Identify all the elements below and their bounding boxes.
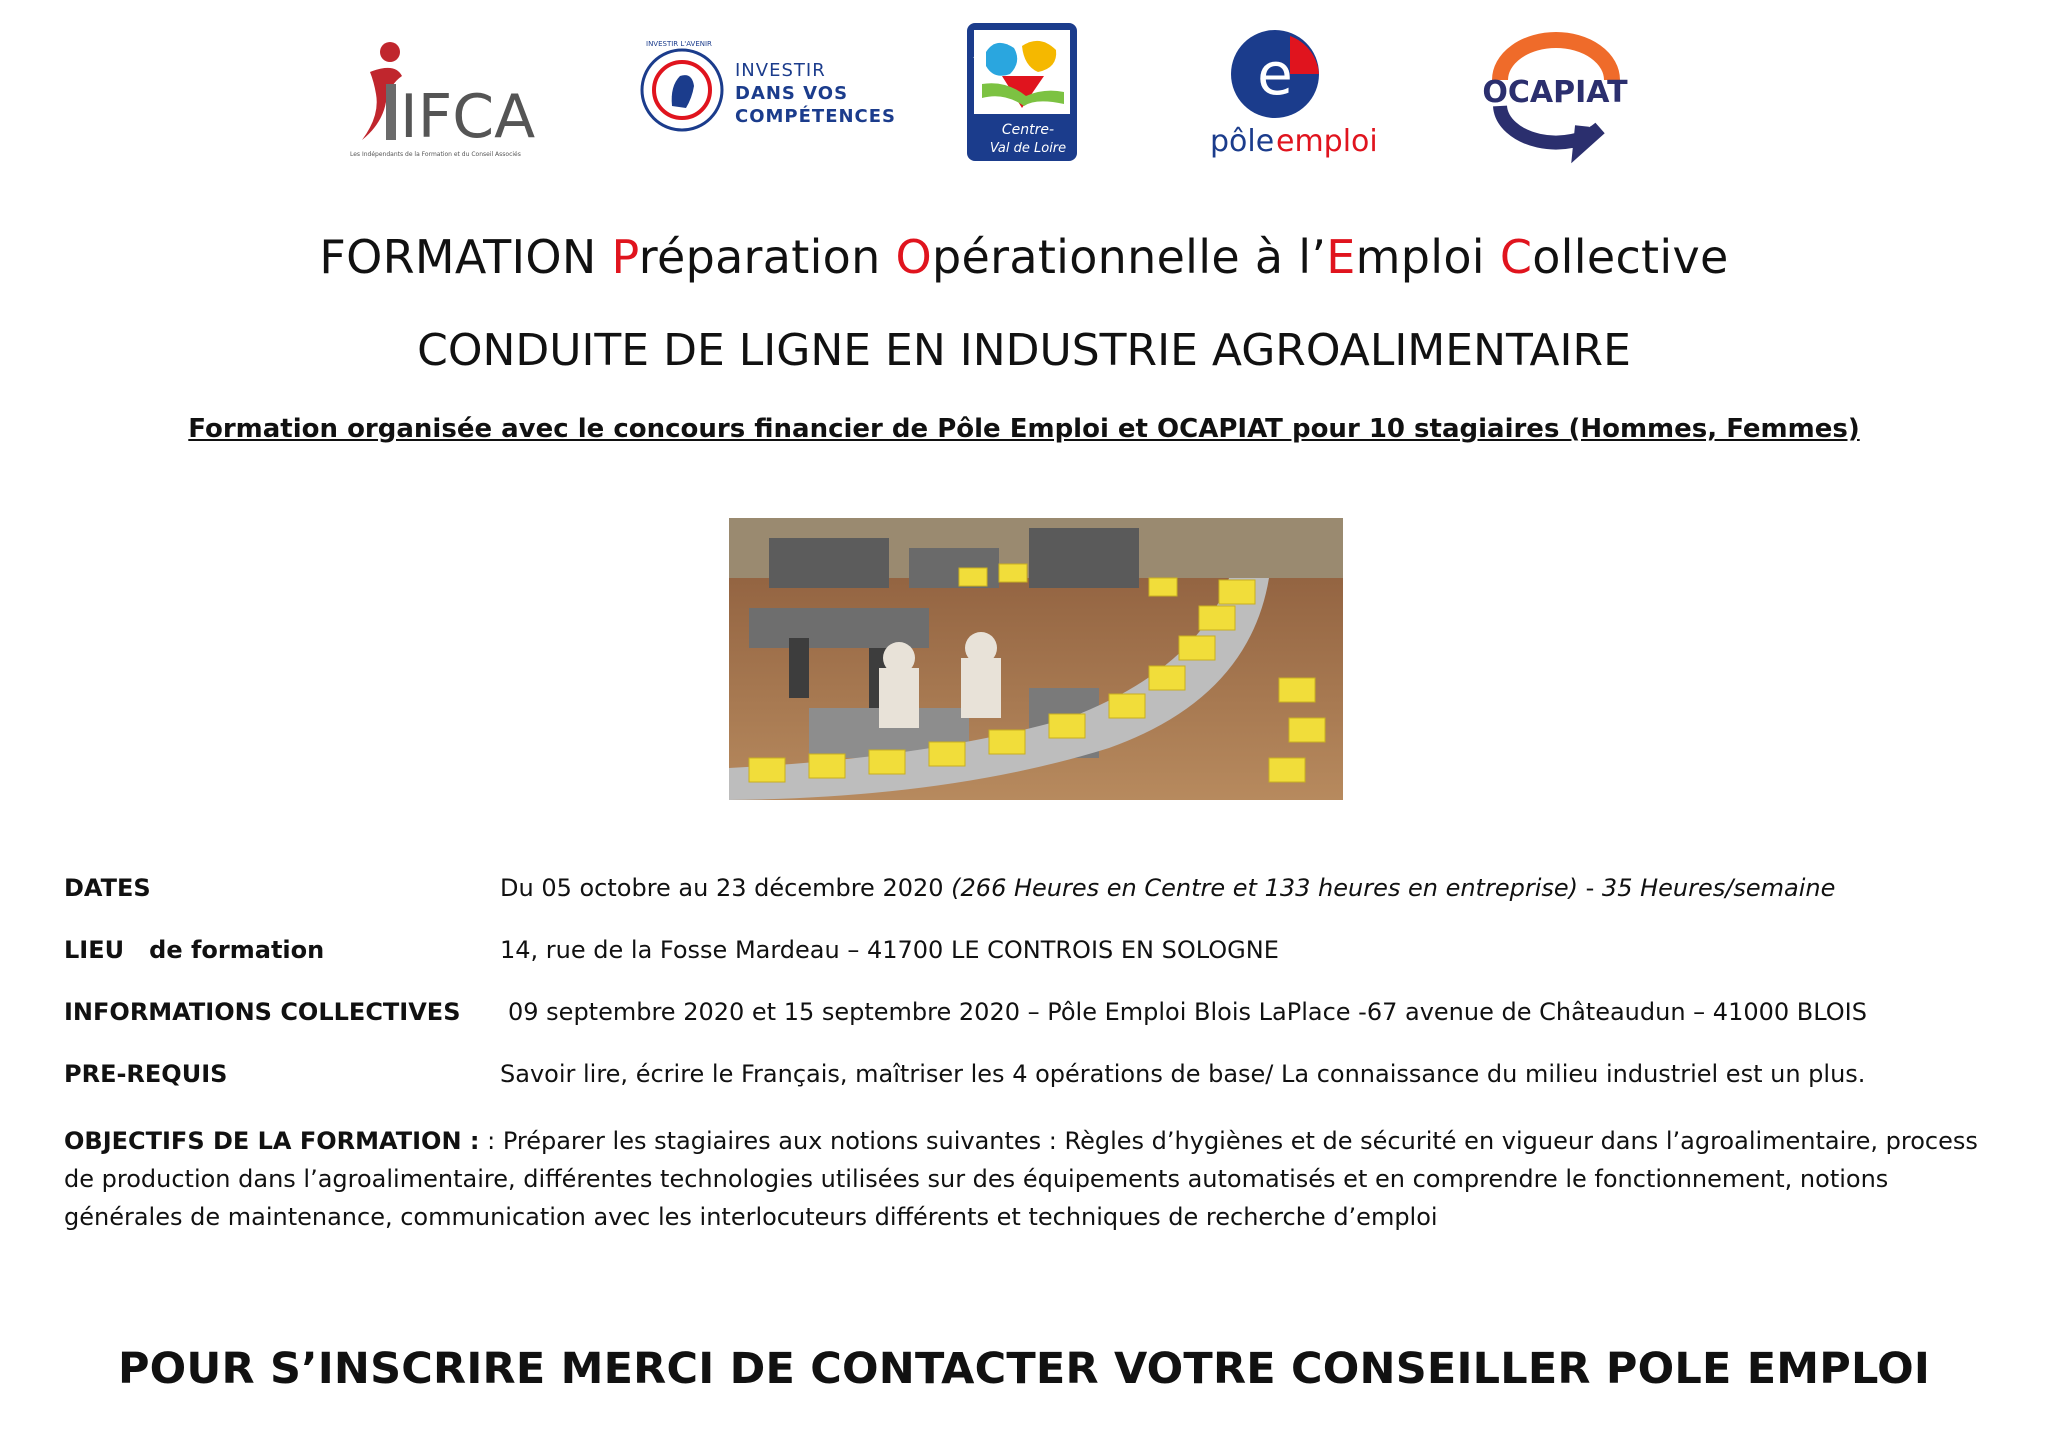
page-title xyxy=(0,230,2048,284)
ifca-wordmark: IFCA xyxy=(400,82,536,152)
objectives-paragraph xyxy=(64,1122,2004,1236)
region-side-text: Région xyxy=(973,38,982,66)
call-to-action: POUR S’INSCRIRE MERCI DE CONTACTER VOTRE CONSEILLER POLE EMPLOI xyxy=(117,1344,1931,1394)
partner-logos xyxy=(0,22,2048,172)
title-initial-p: P xyxy=(611,230,639,284)
investir-ring-text: INVESTIR L'AVENIR xyxy=(646,40,712,48)
prerequisites-value: Savoir lire, écrire le Français, maîtriser les 4 opérations de base/ La connaissance du milieu industriel est un plus. xyxy=(500,1060,1866,1088)
info-sessions-value: 09 septembre 2020 et 15 septembre 2020 – Pôle Emploi Blois LaPlace -67 avenue de Châteaudun – 41000 BLOIS xyxy=(508,998,1867,1026)
investir-line3: COMPÉTENCES xyxy=(735,106,897,127)
funding-note: Formation organisée avec le concours financier de Pôle Emploi et OCAPIAT pour 10 stagiaires (Hommes, Femmes) xyxy=(188,414,1860,444)
title-initial-o: O xyxy=(895,230,933,284)
title-word-operationnelle: pérationnelle à l’ xyxy=(932,230,1327,284)
title-prefix: FORMATION xyxy=(319,230,612,284)
title-initial-e: E xyxy=(1326,230,1356,284)
region-line2: Val de Loire xyxy=(989,141,1067,156)
dates-label: DATES xyxy=(64,874,151,902)
title-word-collective: ollective xyxy=(1532,230,1729,284)
title-word-emploi: mploi xyxy=(1355,230,1500,284)
info-sessions-label: INFORMATIONS COLLECTIVES xyxy=(64,998,461,1026)
pole-emploi-wordmark-part1: pôle xyxy=(1210,124,1275,159)
objectives-label: OBJECTIFS DE LA FORMATION : xyxy=(64,1127,480,1155)
dates-hours: (266 Heures en Centre et 133 heures en entreprise) xyxy=(951,874,1578,902)
dates-value xyxy=(500,874,1835,902)
ocapiat-wordmark: OCAPIAT xyxy=(1482,75,1628,110)
investir-line1: INVESTIR xyxy=(735,60,826,81)
pole-emploi-wordmark-part2: emploi xyxy=(1276,124,1378,159)
investir-line2: DANS VOS xyxy=(735,83,849,104)
ifca-logo xyxy=(340,32,570,162)
pole-emploi-letter: e xyxy=(1257,40,1293,108)
page-subtitle: CONDUITE DE LIGNE EN INDUSTRIE AGROALIMENTAIRE xyxy=(417,325,1631,376)
region-centre-val-de-loire-logo xyxy=(966,22,1078,162)
location-label: LIEU de formation xyxy=(64,936,325,964)
location-value: 14, rue de la Fosse Mardeau – 41700 LE CONTROIS EN SOLOGNE xyxy=(500,936,1279,964)
title-initial-c: C xyxy=(1499,230,1533,284)
title-word-preparation: réparation xyxy=(638,230,896,284)
factory-production-line-photo xyxy=(729,518,1343,800)
dates-separator: - xyxy=(1578,874,1602,902)
pole-emploi-logo xyxy=(1190,26,1378,166)
prerequisites-label: PRE-REQUIS xyxy=(64,1060,228,1088)
region-line1: Centre- xyxy=(1001,122,1055,138)
dates-period: Du 05 octobre au 23 décembre 2020 xyxy=(500,874,952,902)
ifca-tagline: Les Indépendants de la Formation et du Conseil Associés xyxy=(350,151,521,158)
objectives-value: : Préparer les stagiaires aux notions suivantes : Règles d’hygiènes et de sécurité en vigueur dans l’agroalimentaire, process de production dans l’agroalimentaire, différentes technologies utilisées sur des équipements automatisés et en comprendre le fonctionnement, notions générales de maintenance, communication avec les interlocuteurs différents et techniques de recherche d’emploi xyxy=(64,1127,1978,1231)
dates-weekly-hours: 35 Heures/semaine xyxy=(1601,874,1836,902)
investir-competences-logo xyxy=(640,36,900,146)
ocapiat-logo xyxy=(1470,36,1640,156)
